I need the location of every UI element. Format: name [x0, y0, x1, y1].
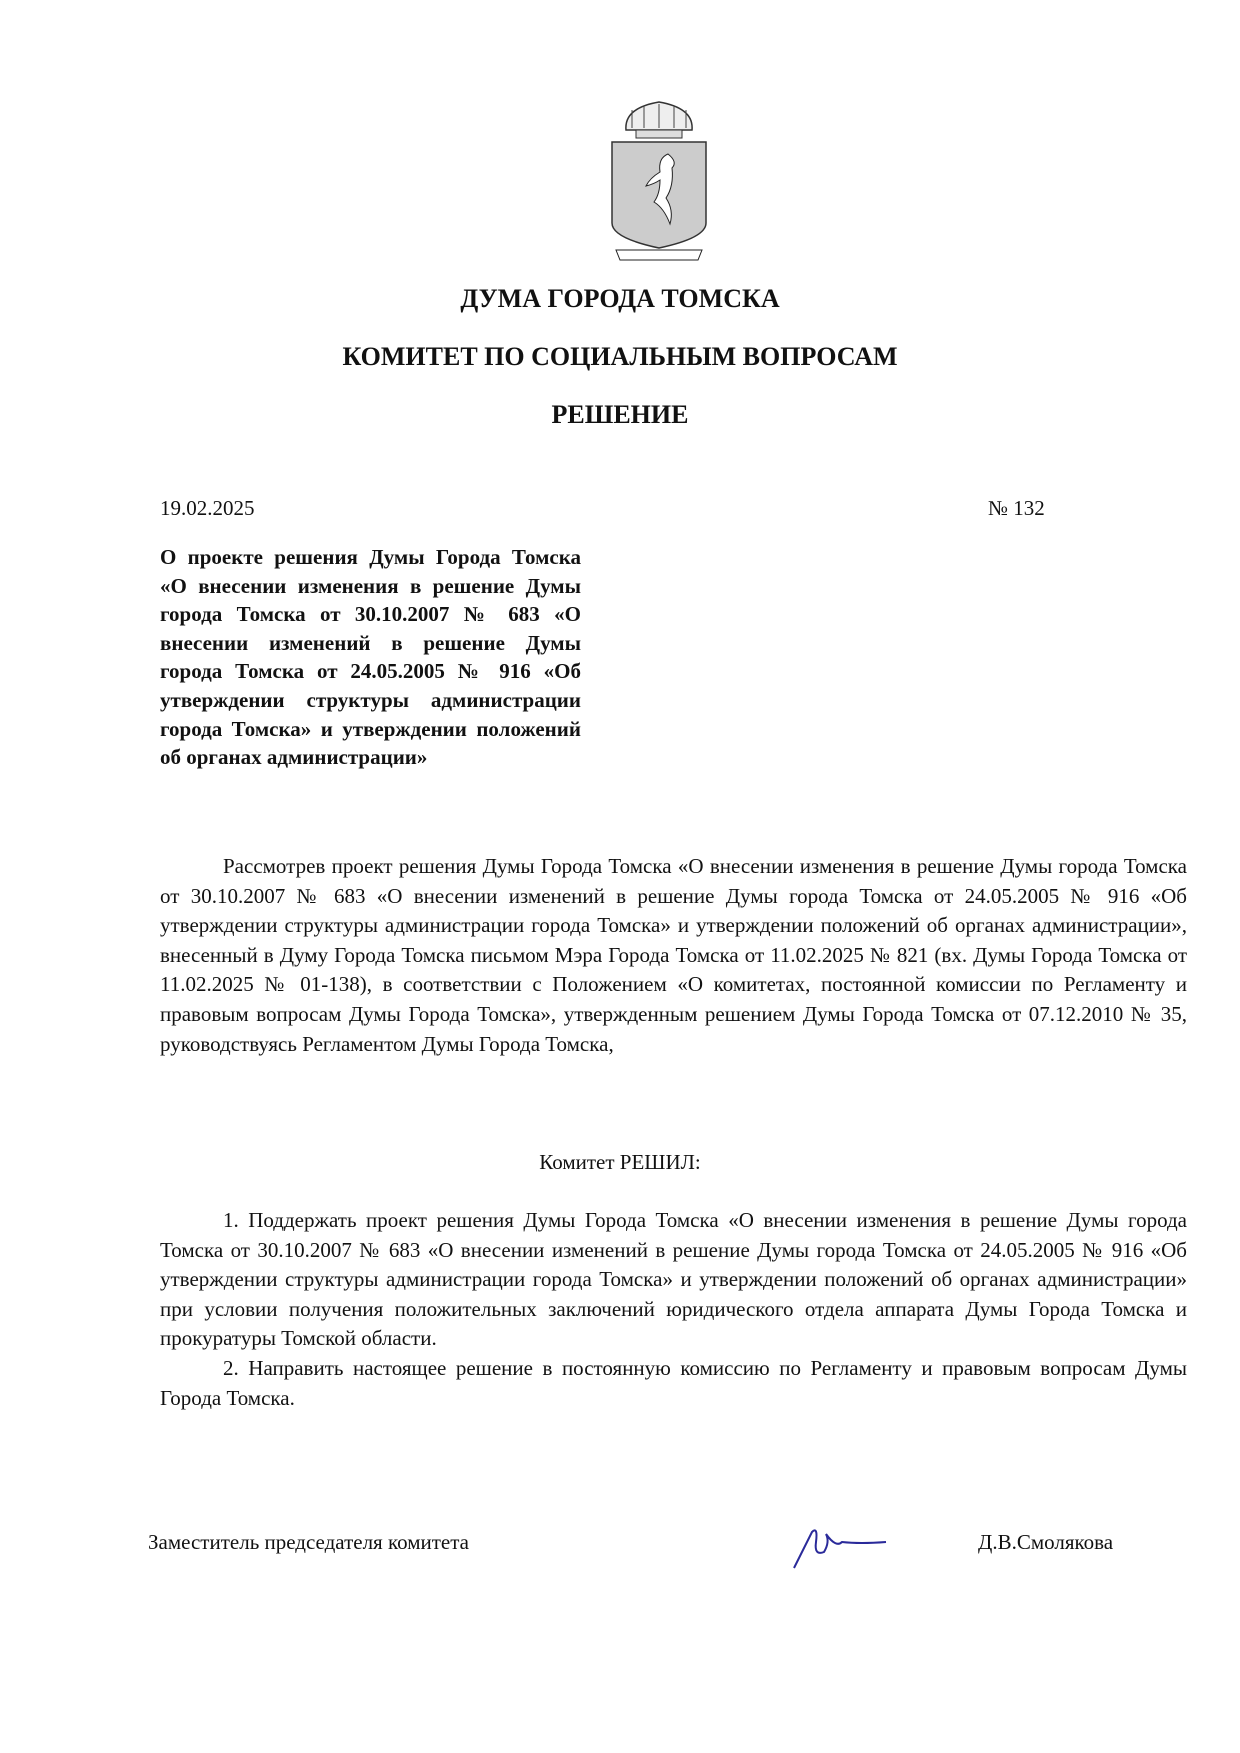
- resolution-item: 1. Поддержать проект решения Думы Города Томска «О внесении изменения в решение Думы города Томска от 30.10.2007 № 683 «О внесении изменений в решение Думы города Томска от 24.05.2005 № 916 «Об утверждении структуры администрации города Томска» и утверждении положений об органах администрации» при условии получения положительных заключений юридического отдела аппарата Думы Города Томска и прокуратуры Томской области.: [160, 1208, 1187, 1351]
- resolution-items: [160, 1206, 1187, 1413]
- document-type: РЕШЕНИЕ: [551, 400, 689, 429]
- handwritten-signature: [790, 1522, 900, 1572]
- document-date: 19.02.2025: [160, 496, 255, 520]
- preamble-text: Рассмотрев проект решения Думы Города Томска «О внесении изменения в решение Думы города Томска от 30.10.2007 № 683 «О внесении изменений в решение Думы города Томска от 24.05.2005 № 916 «Об утверждении структуры администрации города Томска» и утверждении положений об органах администрации», внесенный в Думу Города Томска письмом Мэра Города Томска от 11.02.2025 № 821 (вх. Думы Города Томска от 11.02.2025 № 01-138), в соответствии с Положением «О комитетах, постоянной комиссии по Регламенту и правовым вопросам Думы Города Томска», утвержденным решением Думы Города Томска от 07.12.2010 № 35, руководствуясь Регламентом Думы Города Томска,: [160, 854, 1187, 1056]
- signatory-position: Заместитель председателя комитета: [148, 1530, 469, 1554]
- preamble: [160, 852, 1187, 1059]
- committee-title: КОМИТЕТ ПО СОЦИАЛЬНЫМ ВОПРОСАМ: [342, 342, 898, 371]
- document-subject: О проекте решения Думы Города Томска «О внесении изменения в решение Думы города Томска от 30.10.2007 № 683 «О внесении изменений в решение Думы города Томска от 24.05.2005 № 916 «Об утверждении структуры администрации города Томска» и утверждении положений об органах администрации»: [160, 545, 581, 770]
- document-number: № 132: [988, 496, 1045, 520]
- resolved-heading: Комитет РЕШИЛ:: [539, 1150, 701, 1174]
- org-title: ДУМА ГОРОДА ТОМСКА: [460, 284, 780, 313]
- resolution-item: 2. Направить настоящее решение в постоянную комиссию по Регламенту и правовым вопросам Думы Города Томска.: [160, 1355, 1187, 1410]
- signatory-name: Д.В.Смолякова: [978, 1530, 1114, 1554]
- coat-of-arms-emblem: [606, 98, 712, 266]
